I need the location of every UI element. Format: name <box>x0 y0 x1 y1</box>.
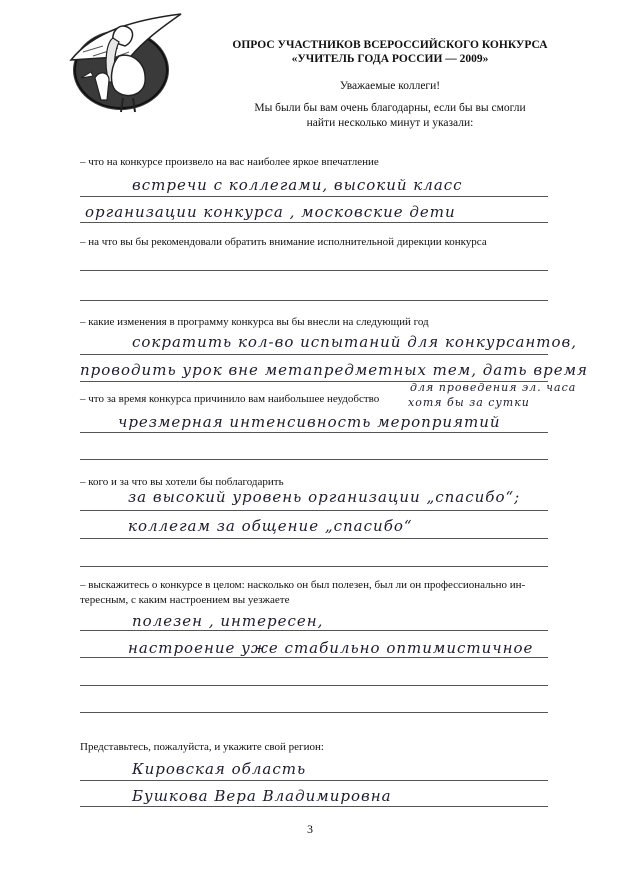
answer-impression-line1: встречи с коллегами, высокий класс <box>132 176 463 194</box>
answer-changes-note2: хотя бы за сутки <box>408 396 530 409</box>
question-changes: – какие изменения в программу конкурса вы бы внесли на следующий год <box>80 316 429 328</box>
answer-line <box>80 538 548 539</box>
answer-line <box>80 712 548 713</box>
answer-impression-line2: организации конкурса , московские дети <box>85 203 456 221</box>
question-inconvenience: – что за время конкурса причинило вам наибольшее неудобство <box>80 393 380 405</box>
question-recommendation: – на что вы бы рекомендовали обратить внимание исполнительной дирекции конкурса <box>80 236 487 248</box>
answer-line <box>80 685 548 686</box>
question-region: Представьтесь, пожалуйста, и укажите свой регион: <box>80 741 324 753</box>
answer-line <box>80 354 548 355</box>
intro-line1: Мы были бы вам очень благодарны, если бы вы смогли <box>254 102 526 114</box>
answer-line <box>80 780 548 781</box>
answer-line <box>80 270 548 271</box>
answer-line <box>80 657 548 658</box>
page-number: 3 <box>307 822 313 836</box>
greeting: Уважаемые коллеги! <box>339 80 441 92</box>
survey-title-line1: ОПРОС УЧАСТНИКОВ ВСЕРОССИЙСКОГО КОНКУРСА <box>232 39 548 51</box>
answer-line <box>80 459 548 460</box>
question-overall-line2: тересным, с каким настроением вы уезжаете <box>80 594 290 606</box>
answer-line <box>80 300 548 301</box>
answer-line <box>80 196 548 197</box>
answer-line <box>80 432 548 433</box>
question-overall-line1: – выскажитесь о конкурсе в целом: насколько он был полезен, был ли он профессионально ин- <box>80 579 526 591</box>
answer-changes-line2: проводить урок вне метапредметных тем, дать время <box>80 361 588 379</box>
pelican-emblem-icon <box>63 12 183 120</box>
answer-line <box>80 806 548 807</box>
answer-changes-note1: для проведения эл. часа <box>410 381 577 394</box>
answer-line <box>80 510 548 511</box>
answer-overall-line1: полезен , интересен, <box>132 612 324 630</box>
answer-line <box>80 630 548 631</box>
answer-line <box>80 222 548 223</box>
answer-gratitude-line2: коллегам за общение „спасибо“ <box>128 517 413 535</box>
question-gratitude: – кого и за что вы хотели бы поблагодарить <box>80 476 284 488</box>
answer-overall-line2: настроение уже стабильно оптимистичное <box>128 639 534 657</box>
answer-inconvenience-line1: чрезмерная интенсивность мероприятий <box>118 413 501 431</box>
answer-gratitude-line1: за высокий уровень организации „спасибо“; <box>128 488 521 506</box>
survey-title-line2: «УЧИТЕЛЬ ГОДА РОССИИ — 2009» <box>291 53 489 65</box>
question-impression: – что на конкурсе произвело на вас наиболее яркое впечатление <box>80 156 379 168</box>
answer-region: Кировская область <box>132 760 307 778</box>
intro-line2: найти несколько минут и указали: <box>306 117 474 129</box>
answer-line <box>80 566 548 567</box>
answer-changes-line1: сократить кол-во испытаний для конкурсантов, <box>132 333 578 351</box>
answer-name: Бушкова Вера Владимировна <box>132 787 392 805</box>
